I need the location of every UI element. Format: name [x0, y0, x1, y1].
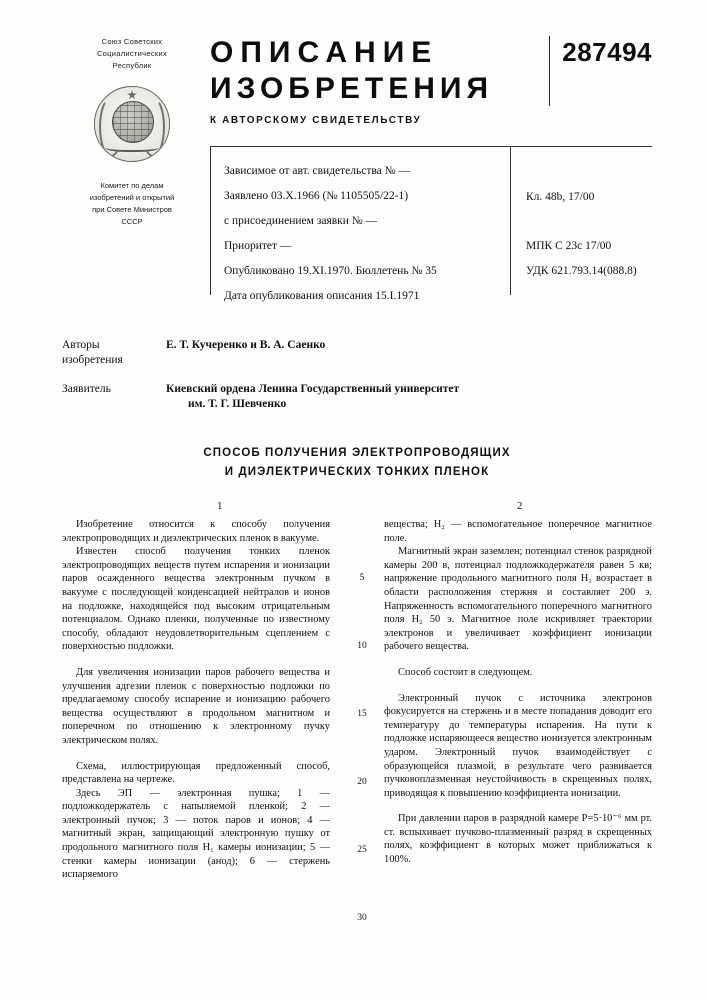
committee-line-4: СССР [121, 217, 143, 226]
bib-class: Кл. 48b, 17/00 [526, 191, 595, 203]
right-paragraph-5: При давлении паров в разрядной камере P=5·10⁻⁶ мм рт. ст. вспыхивает пучково-плазменный разряд в скрещенных полях, коэффициент в которых может приближаться к 100%. [384, 813, 652, 866]
applicant-value-line-2: им. Т. Г. Шевченко [188, 398, 287, 410]
authors-label-line-2: изобретения [62, 354, 123, 366]
authors-label [62, 338, 166, 368]
title-izobreteniya: ИЗОБРЕТЕНИЯ [210, 72, 494, 105]
globe-icon [112, 101, 154, 143]
authors-value: Е. Т. Кучеренко и В. А. Саенко [166, 339, 326, 351]
left-paragraph-3: Для увеличения ионизации паров рабочего вещества и улучшения адгезии пленок с поверхностью подложки по предлагаемому способу испарение и ионизацию рабочего вещества осуществляют в продольном магнитном и поперечном по отношению к электронному пучку электрическом полях. [62, 666, 330, 746]
ribbon-icon [105, 141, 159, 152]
committee-line-3: при Совете Министров [92, 205, 172, 214]
star-icon [127, 90, 137, 100]
union-line-1: Союз Советских [101, 37, 163, 46]
header-title-block [210, 36, 652, 309]
right-paragraph-2: Магнитный экран заземлен; потенциал стенок разрядной камеры 200 в, потенциал подложкодержателя равен 5 кв; напряжение продольного магнитного поля H₁ возрастает в области расположения стержня и составляет 200 э. Напряженность вспомогательного поперечного магнитного поля H₂ 50 э. Магнитное поле искривляет траектории электронов и увеличивает коэффициент ионизации рабочего вещества. [384, 546, 652, 653]
column-number-1: 1 [217, 500, 223, 512]
left-text-column [62, 518, 330, 882]
article-title-line-2: И ДИЭЛЕКТРИЧЕСКИХ ТОНКИХ ПЛЕНОК [224, 466, 490, 478]
line-number-5: 5 [359, 573, 365, 583]
left-paragraph-1: Изобретение относится к способу получения электропроводящих и диэлектрических пленок в вакууме. [62, 519, 330, 544]
bib-filed: Заявлено 03.X.1966 (№ 1105505/22-1) [224, 190, 409, 202]
union-line-3: Республик [112, 61, 152, 70]
committee-line-2: изобретений и открытий [89, 193, 175, 202]
bib-udk: УДК 621.793.14(088.8) [526, 265, 637, 277]
bib-with-application: с присоединением заявки № — [224, 215, 378, 227]
committee-block [62, 180, 202, 228]
left-paragraph-4: Схема, иллюстрирующая предложенный способ, представлена на чертеже. [62, 760, 330, 786]
line-number-20: 20 [357, 777, 367, 787]
title-row [210, 36, 652, 106]
document-subtitle: К АВТОРСКОМУ СВИДЕТЕЛЬСТВУ [210, 115, 422, 126]
bib-divider-right [510, 147, 511, 295]
line-number-30: 30 [357, 913, 367, 923]
applicant-row [62, 382, 652, 412]
bib-description-published: Дата опубликования описания 15.I.1971 [224, 290, 420, 302]
right-text-column [384, 518, 652, 867]
bib-dependent: Зависимое от авт. свидетельства № — [224, 165, 411, 177]
authors-label-line-1: Авторы [62, 339, 100, 351]
applicant-label: Заявитель [62, 383, 111, 395]
right-paragraph-1: вещества; H₂ — вспомогательное поперечное магнитное поле. [384, 519, 652, 544]
column-numbers [62, 500, 652, 514]
right-paragraph-3: Способ состоит в следующем. [398, 666, 533, 678]
line-number-15: 15 [357, 709, 367, 719]
bibliographic-box [210, 146, 652, 309]
document-meta [62, 338, 652, 426]
column-number-2: 2 [517, 500, 523, 512]
line-number-25: 25 [357, 845, 367, 855]
bib-priority: Приоритет — [224, 240, 292, 252]
bib-left-column [210, 159, 504, 309]
ussr-emblem-icon [94, 86, 170, 162]
left-paragraph-2: Известен способ получения тонких пленок электропроводящих веществ путем испарения и ионизации паров осажденного вещества электронным пучком в вакууме с последующей конденсацией нейтралов и ионов на подложке, находящейся под высоким отрицательным потенциалом. Однако пленки, полученные по известному способу, обладают неудовлетворительным сцеплением с поверхностью подложки. [62, 546, 330, 653]
authors-row [62, 338, 652, 368]
bib-mpk: МПК С 23с 17/00 [526, 240, 612, 252]
applicant-value-line-1: Киевский ордена Ленина Государственный университет [166, 383, 460, 395]
right-paragraph-4: Электронный пучок с источника электронов фокусируется на стержень и в месте попадания доводит его температуру до температуры испарения. На пути к подложке испаряющееся вещество ионизуется электронным ударом. Электронный пучок взаимодействует с образующейся плазмой, в результате чего развивается пучковоплазменная неустойчивость в скрещенных полях, приводящая к повышению коэффициента ионизации. [384, 692, 652, 799]
document-number: 287494 [549, 36, 652, 106]
left-paragraph-5: Здесь ЭП — электронная пушка; 1 — подложкодержатель с напыляемой пленкой; 2 — электронный пучок; 3 — поток паров и ионов; 4 — магнитный экран, защищающий электронную пушку от продольного магнитного поля H₁ камеры ионизации; 5 — стенки камеры ионизации (анод); 6 — стержень испаряемого [62, 787, 330, 881]
title-opisanie: ОПИСАНИЕ [210, 36, 439, 69]
committee-line-1: Комитет по делам [100, 181, 164, 190]
article-title [62, 444, 652, 482]
header-emblem-block [62, 36, 202, 228]
line-number-10: 10 [357, 641, 367, 651]
text-columns [62, 518, 652, 948]
bib-right-column [526, 159, 656, 284]
bib-published: Опубликовано 19.XI.1970. Бюллетень № 35 [224, 265, 437, 277]
title-block-text [210, 36, 493, 106]
document-header [62, 36, 652, 311]
article-title-line-1: СПОСОБ ПОЛУЧЕНИЯ ЭЛЕКТРОПРОВОДЯЩИХ [203, 447, 511, 459]
union-line-2: Социалистических [96, 49, 168, 58]
applicant-value [166, 382, 459, 412]
